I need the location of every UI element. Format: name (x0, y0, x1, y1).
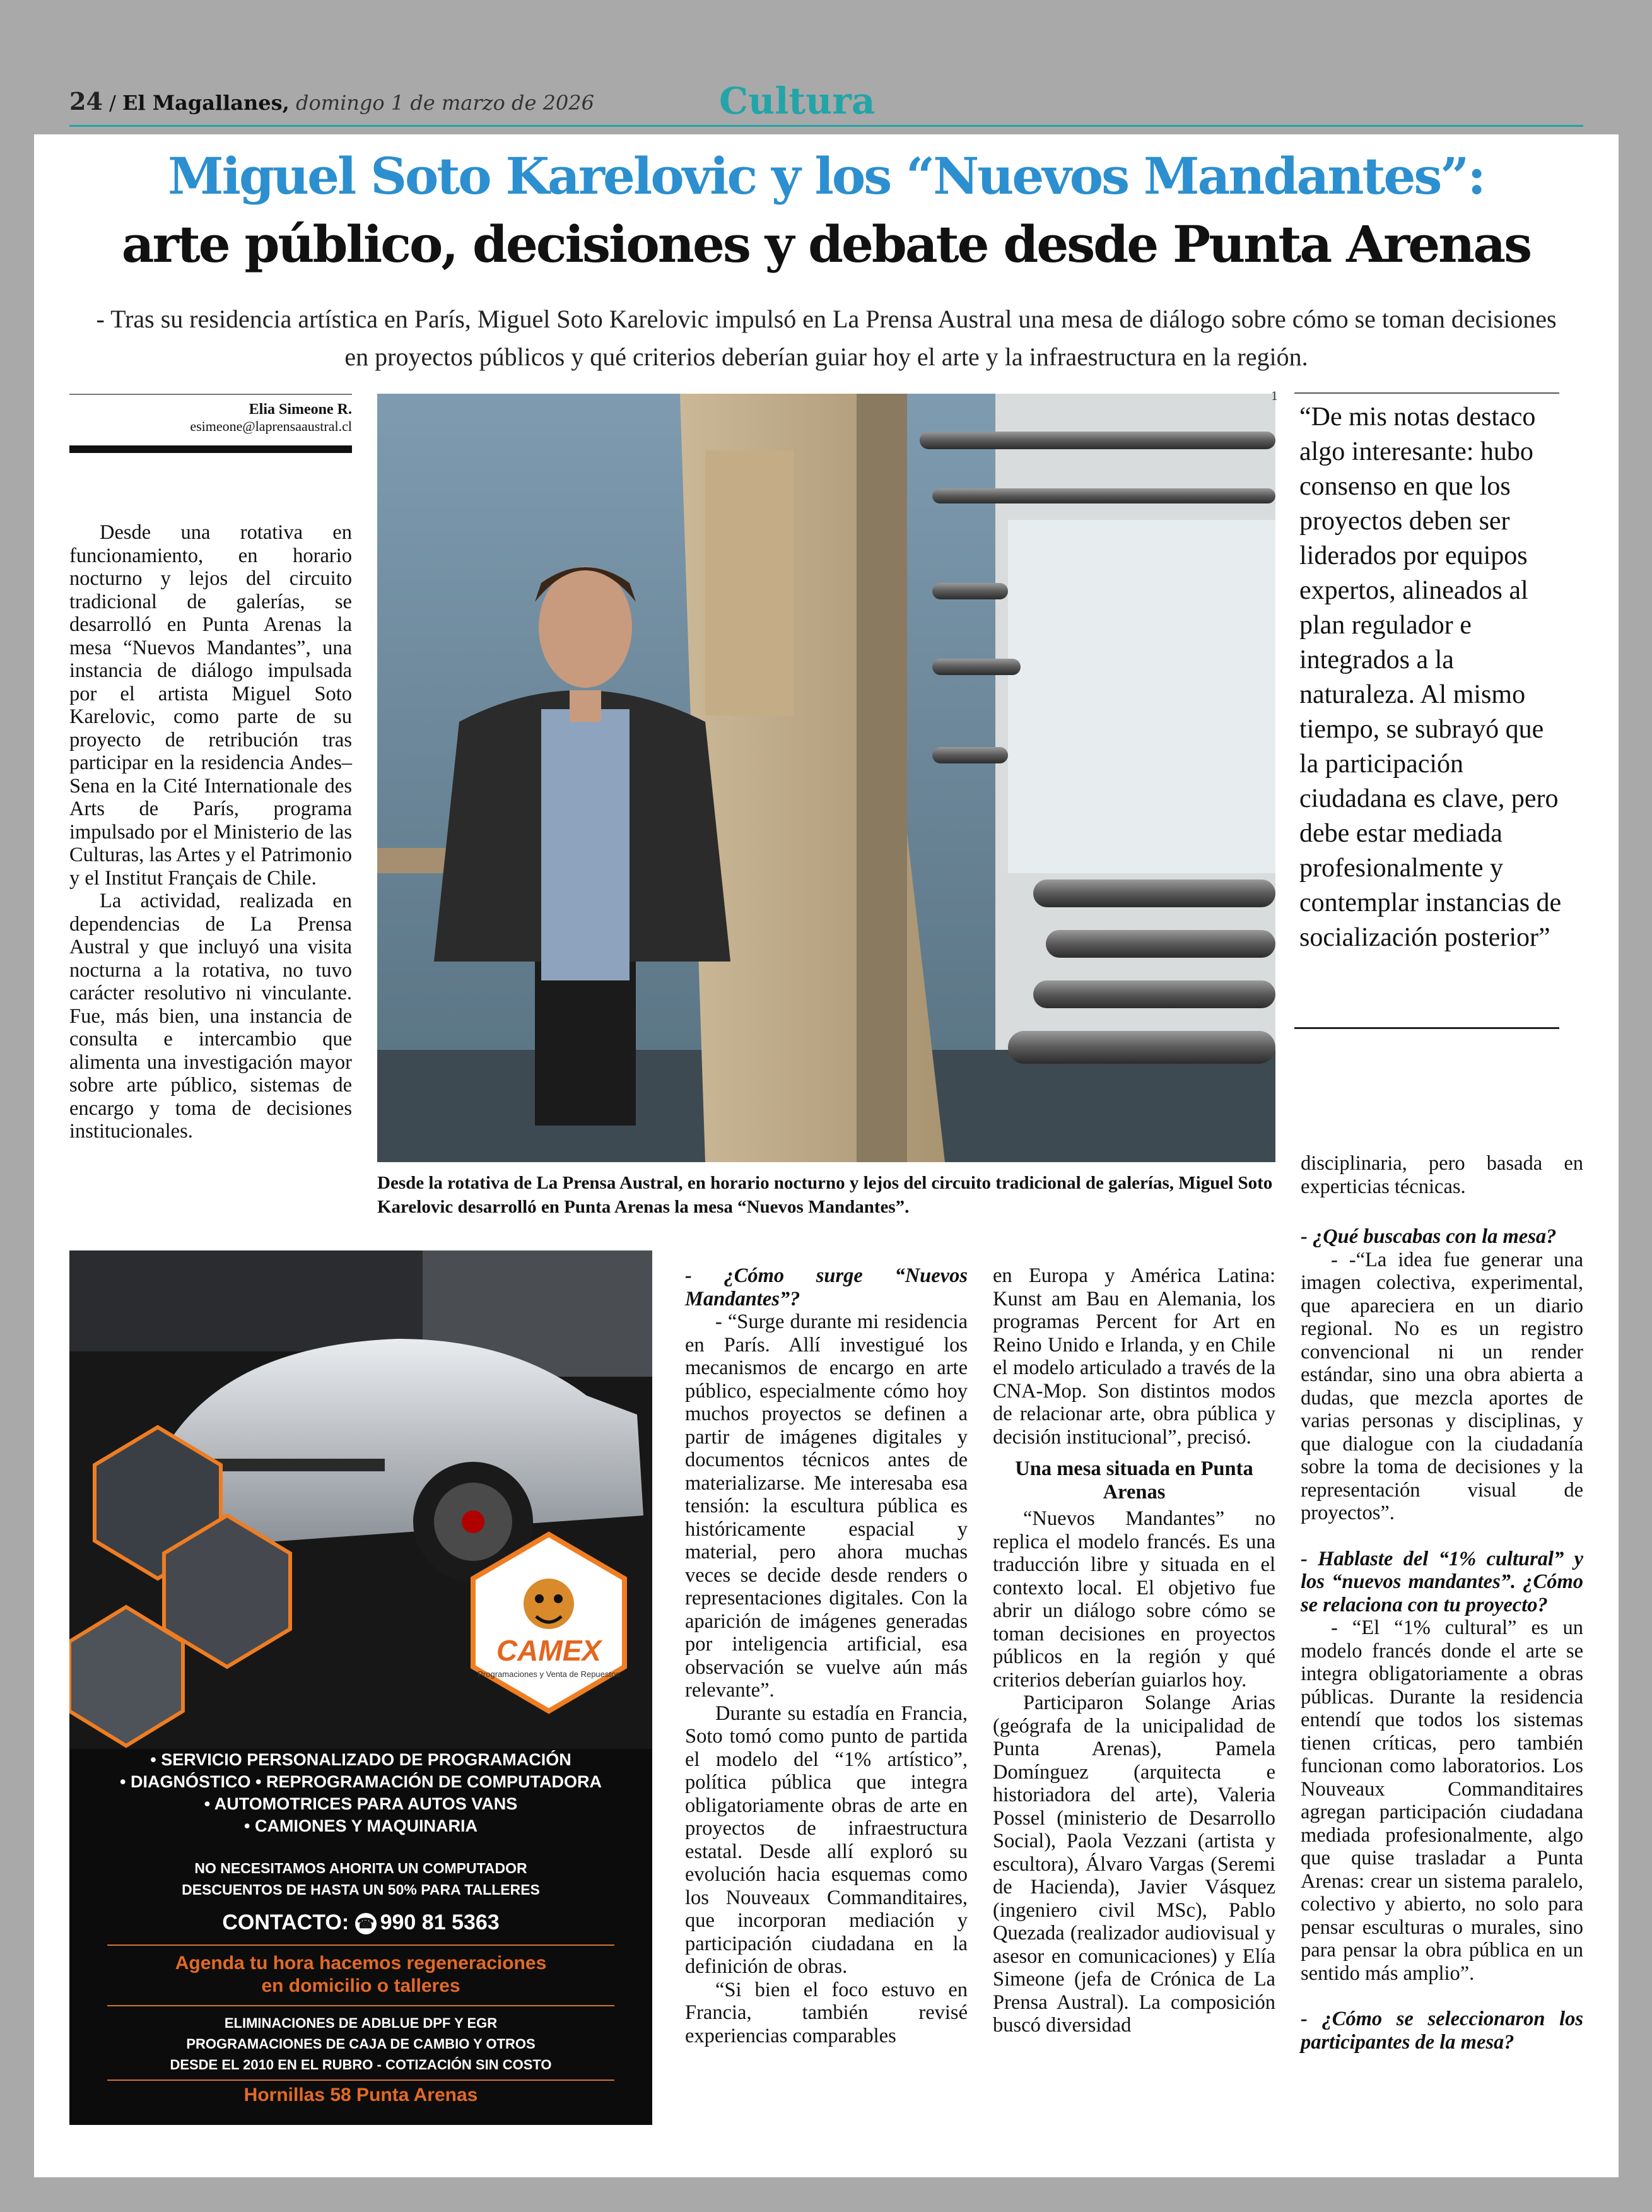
ad-note: NO NECESITAMOS AHORITA UN COMPUTADOR (194, 1860, 527, 1876)
paragraph: “Si bien el foco estuvo en Francia, también revisé experiencias comparables (685, 1978, 968, 2047)
paragraph: - “Surge durante mi residencia en París. Allí investigué los mecanismos de encargo en arte público, especialmente cómo hoy muchos proyectos se definen a partir de imágenes digitales y documentos técnicos antes de materializarse. Me interesaba esa tensión: la escultura pública es históricamente espacial y material, pero ahora muchas veces se decide desde renders o representaciones digitales. Con la aparición de imágenes generadas por inteligencia artificial, esa observación se vuelve aún más relevante”. (685, 1310, 968, 1702)
interview-question: - ¿Cómo se seleccionaron los participantes de la mesa? (1301, 2008, 1583, 2054)
interview-question: - Hablaste del “1% cultural” y los “nuevos mandantes”. ¿Cómo se relaciona con tu proyecto? (1301, 1547, 1583, 1616)
paragraph: disciplinaria, pero basada en experticias técnicas. (1301, 1152, 1583, 1198)
standfirst: - Tras su residencia artística en París, Miguel Soto Karelovic impulsó en La Prensa Austral una mesa de diálogo sobre cómo se toman decisiones en proyectos públicos y qué criterios deberían guiar hoy el arte y la infraestructura en la región. (96, 305, 1557, 371)
body-column-1 (69, 521, 352, 1143)
ad-address: Hornillas 58 Punta Arenas (243, 2085, 478, 2105)
header-rule (69, 125, 1583, 127)
ad-contact-label: CONTACTO: (222, 1910, 349, 1934)
headline-line-1: Miguel Soto Karelovic y los “Nuevos Mandantes”: (168, 146, 1484, 206)
issue-date: domingo 1 de marzo de 2026 (295, 91, 594, 115)
camex-logo: CAMEX (496, 1634, 602, 1667)
ad-phone-number[interactable]: 990 81 5363 (380, 1910, 500, 1934)
newspaper-name: El Magallanes, (122, 91, 290, 115)
paragraph: “Nuevos Mandantes” no replica el modelo francés. Es una traducción libre y situada en el contexto local. El objetivo fue abrir un diálogo sobre cómo se toman decisiones en proyectos públicos en la región y qué criterios deberían guiarlos hoy. (993, 1507, 1275, 1691)
ad-extra-services (69, 2013, 652, 2075)
body-column-5-top (1301, 1152, 1583, 1198)
byline (69, 394, 352, 435)
interview-question: - ¿Cómo surge “Nuevos Mandantes”? (685, 1264, 968, 1310)
subheading: Una mesa situada en Punta Arenas (1015, 1457, 1253, 1503)
headline-line-2: arte público, decisiones y debate desde Punta Arenas (121, 215, 1531, 274)
ad-extra-line: PROGRAMACIONES DE CAJA DE CAMBIO Y OTROS (186, 2036, 536, 2052)
camex-advertisement[interactable] (69, 1250, 652, 2125)
body-column-5 (1301, 1225, 1583, 2054)
author-email[interactable]: esimeone@laprensaaustral.cl (190, 418, 352, 434)
body-column-4 (993, 1264, 1275, 2037)
ad-service-item: • CAMIONES Y MAQUINARIA (244, 1816, 477, 1835)
body-column-3 (685, 1264, 968, 2047)
paragraph: Desde una rotativa en funcionamiento, en horario nocturno y lejos del circuito tradicional de galerías, se desarrolló en Punta Arenas la mesa “Nuevos Mandantes”, una instancia de diálogo impulsada por el artista Miguel Soto Karelovic, como parte de su proyecto de retribución tras participar en la residencia Andes–Sena en la Cité Internationale des Arts de París, programa impulsado por el Ministerio de las Culturas, las Artes y el Patrimonio y el Institut Français de Chile. (69, 521, 352, 890)
pull-quote: “De mis notas destaco algo interesante: hubo consenso en que los proyectos deben ser liderados por equipos expertos, alineados al plan regulador e integrados a la naturaleza. Al mismo tiempo, se subrayó que la participación ciudadana es clave, pero debe estar mediada profesionalmente y contemplar instancias de socialización posterior” (1299, 403, 1562, 952)
interview-question: - ¿Qué buscabas con la mesa? (1301, 1225, 1557, 1248)
quote-top-rule (1294, 392, 1559, 394)
photo-caption: Desde la rotativa de La Prensa Austral, en horario nocturno y lejos del circuito tradicional de galerías, Miguel Soto Karelovic desarrolló en Punta Arenas la mesa “Nuevos Mandantes”. (377, 1173, 1273, 1217)
printing-press-photo (377, 394, 1275, 1162)
paragraph: La actividad, realizada en dependencias de La Prensa Austral y que incluyó una visita nocturna a la rotativa, no tuvo carácter resolutivo ni vinculante. Fue, más bien, una instancia de consulta e intercambio que alimenta una investigación mayor sobre arte público, sistemas de encargo y toma de decisiones institucionales. (69, 890, 352, 1143)
ad-extra-line: ELIMINACIONES DE ADBLUE DPF Y EGR (224, 2015, 498, 2031)
ad-agenda-line: Agenda tu hora hacemos regeneraciones (175, 1953, 547, 1974)
paragraph: - -“La idea fue generar una imagen colectiva, experimental, que apareciera en un diario regional. No es un registro convencional ni un render estándar, sino una obra abierta a dudas, que mezcla aportes de varias personas y disciplinas, y que dialogue con la ciudadanía sobre la toma de decisiones y la representación visual de proyectos”. (1301, 1248, 1583, 1524)
ad-extra-line: DESDE EL 2010 EN EL RUBRO - COTIZACIÓN SIN COSTO (170, 2057, 552, 2073)
page-number: 24 (69, 87, 103, 115)
ad-divider (107, 2005, 614, 2006)
ad-services-list (69, 1749, 652, 1837)
running-head (69, 87, 594, 115)
ad-agenda (69, 1952, 652, 1997)
paragraph: - “El “1% cultural” es un modelo francés donde el arte se integra obligatoriamente a obras públicas. Durante la residencia entendí que todos los sistemas tienen críticas, pero también funcionan como laboratorios. Los Nouveaux Commanditaires agregan participación ciudadana mediada profesionalmente, algo que quise trasladar a Punta Arenas: crear un sistema paralelo, colectivo y abierto, no solo para pensar esculturas o murales, sino para pensar la obra pública en un sentido más amplio”. (1301, 1616, 1583, 1985)
main-photo (377, 394, 1275, 1162)
ad-service-item: • SERVICIO PERSONALIZADO DE PROGRAMACIÓN (150, 1750, 571, 1769)
ad-photo-collage (69, 1250, 652, 1749)
camex-logo-tagline: Programaciones y Venta de Repuestos (477, 1669, 620, 1679)
ad-divider (107, 2080, 614, 2081)
ad-notes (69, 1857, 652, 1900)
header-separator: / (109, 91, 116, 115)
ad-divider (107, 1944, 614, 1946)
quote-bottom-rule (1294, 1027, 1559, 1029)
quote-marker: 1 (1271, 390, 1279, 403)
ad-agenda-line: en domicilio o talleres (261, 1975, 460, 1996)
paragraph: Durante su estadía en Francia, Soto tomó como punto de partida el modelo del “1% artístico”, política pública que integra obligatoriamente obras de arte en proyectos de infraestructura estatal. Desde allí exploró su evolución hacia esquemas como los Nouveaux Commanditaires, que incorporan mediación y participación ciudadana en la definición de obras. (685, 1702, 968, 1978)
byline-bar (69, 445, 352, 453)
ad-service-item: • DIAGNÓSTICO • REPROGRAMACIÓN DE COMPUTADORA (120, 1772, 602, 1791)
paragraph: Participaron Solange Arias (geógrafa de la unicipalidad de Punta Arenas), Pamela Domínguez (arquitecta e historiadora del arte), Valeria Possel (ministerio de Desarrollo Social), Paola Vezzani (artista y escultora), Álvaro Vargas (Seremi de Hacienda), Javier Vásquez (ingeniero civil MSc), Pablo Quezada (realizador audiovisual y asesor en comunicaciones) y Elía Simeone (jefa de Crónica de La Prensa Austral). La composición buscó diversidad (993, 1691, 1275, 2037)
paragraph: en Europa y América Latina: Kunst am Bau en Alemania, los programas Percent for Art en Reino Unido e Irlanda, y en Chile el modelo articulado a través de la CNA-Mop. Son distintos modos de relacionar arte, obra pública y decisión institucional”, precisó. (993, 1264, 1275, 1449)
section-name: Cultura (719, 79, 876, 122)
ad-note: DESCUENTOS DE HASTA UN 50% PARA TALLERES (182, 1881, 540, 1898)
ad-contact[interactable] (69, 1910, 652, 1935)
author-name: Elia Simeone R. (249, 401, 352, 418)
whatsapp-icon: ☎ (355, 1913, 377, 1934)
ad-service-item: • AUTOMOTRICES PARA AUTOS VANS (204, 1794, 518, 1813)
